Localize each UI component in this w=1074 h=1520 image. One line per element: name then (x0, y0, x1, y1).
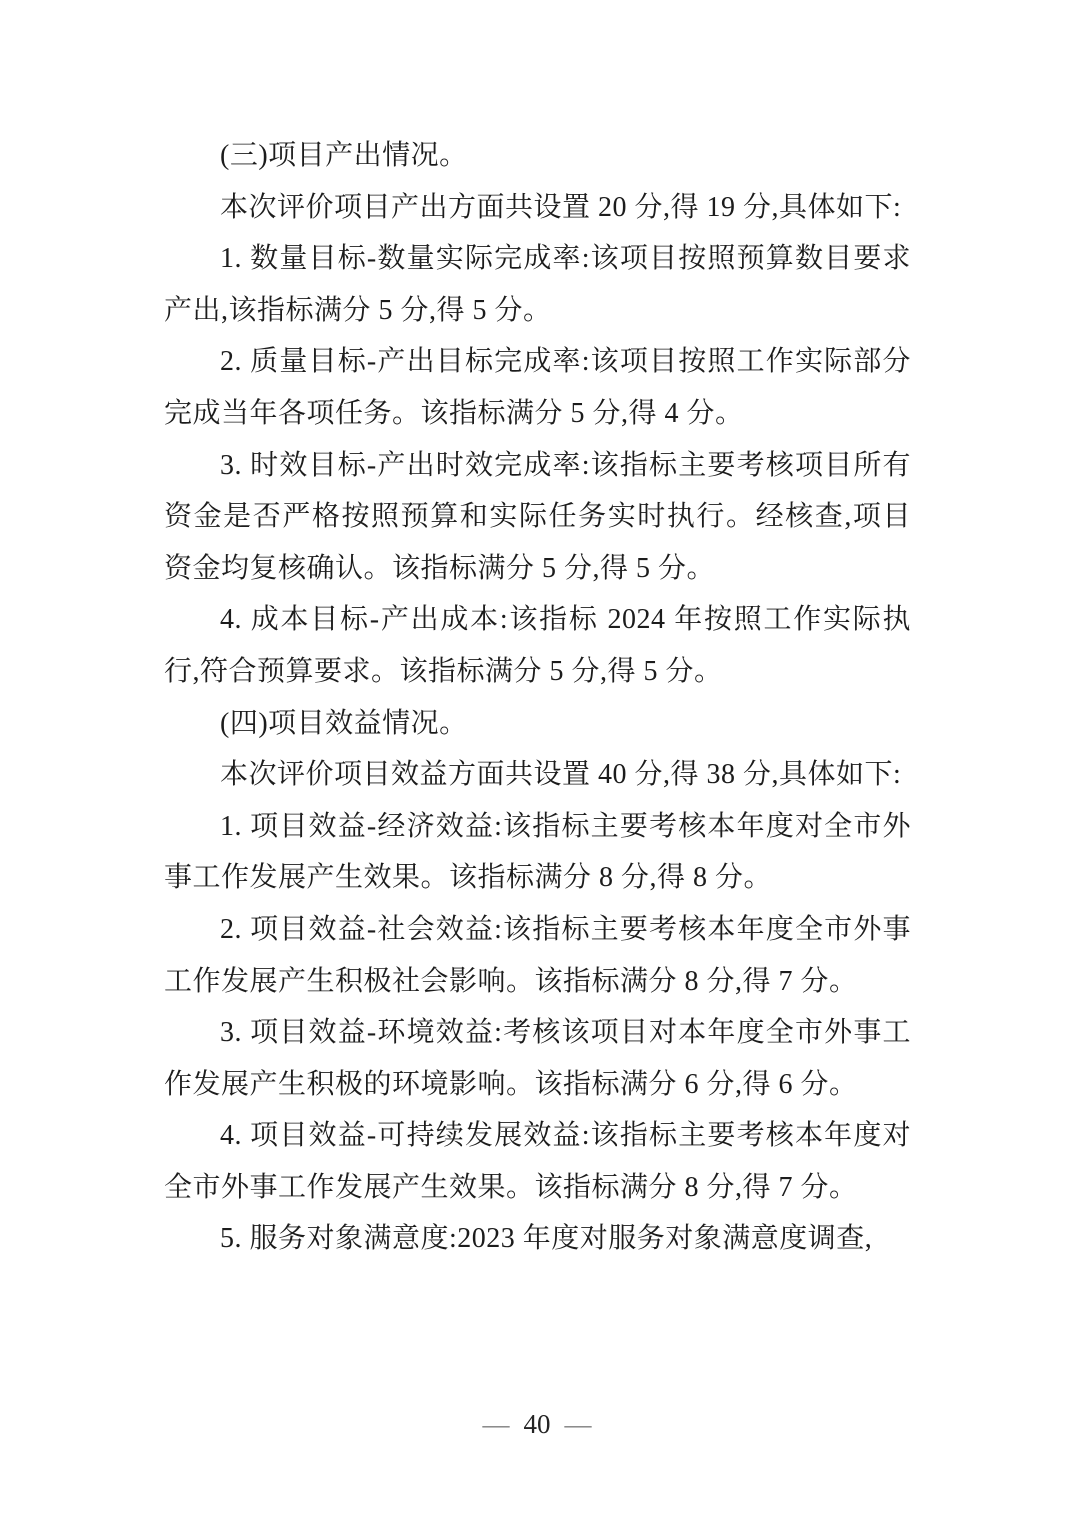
paragraph: 4. 成本目标-产出成本:该指标 2024 年按照工作实际执行,符合预算要求。该指标满分 5 分,得 5 分。 (164, 604, 911, 687)
paragraph: 1. 数量目标-数量实际完成率:该项目按照预算数目要求产出,该指标满分 5 分,得 5 分。 (164, 243, 911, 326)
paragraph: 本次评价项目效益方面共设置 40 分,得 38 分,具体如下: (220, 759, 902, 791)
paragraph: 本次评价项目产出方面共设置 20 分,得 19 分,具体如下: (220, 191, 902, 223)
paragraph: 5. 服务对象满意度:2023 年度对服务对象满意度调查, (220, 1223, 873, 1255)
paragraph: (三)项目产出情况。 (220, 140, 468, 171)
paragraph: 2. 项目效益-社会效益:该指标主要考核本年度全市外事工作发展产生积极社会影响。该指标满分 8 分,得 7 分。 (164, 913, 911, 997)
paragraph: 1. 项目效益-经济效益:该指标主要考核本年度对全市外事工作发展产生效果。该指标满分 8 分,得 8 分。 (164, 810, 911, 894)
page-footer (0, 1406, 1074, 1442)
document-body (164, 130, 911, 1265)
page-number: 40 (523, 1409, 551, 1439)
paragraph: 4. 项目效益-可持续发展效益:该指标主要考核本年度对全市外事工作发展产生效果。该指标满分 8 分,得 7 分。 (164, 1120, 911, 1203)
paragraph: 3. 时效目标-产出时效完成率:该指标主要考核项目所有资金是否严格按照预算和实际任务实时执行。经核查,项目资金均复核确认。该指标满分 5 分,得 5 分。 (164, 449, 911, 584)
paragraph: 2. 质量目标-产出目标完成率:该项目按照工作实际部分完成当年各项任务。该指标满分 5 分,得 4 分。 (164, 346, 911, 429)
paragraph: 3. 项目效益-环境效益:考核该项目对本年度全市外事工作发展产生积极的环境影响。该指标满分 6 分,得 6 分。 (164, 1017, 911, 1100)
footer-dash-left: — (482, 1409, 510, 1439)
paragraph: (四)项目效益情况。 (220, 707, 468, 739)
footer-dash-right: — (564, 1409, 592, 1439)
